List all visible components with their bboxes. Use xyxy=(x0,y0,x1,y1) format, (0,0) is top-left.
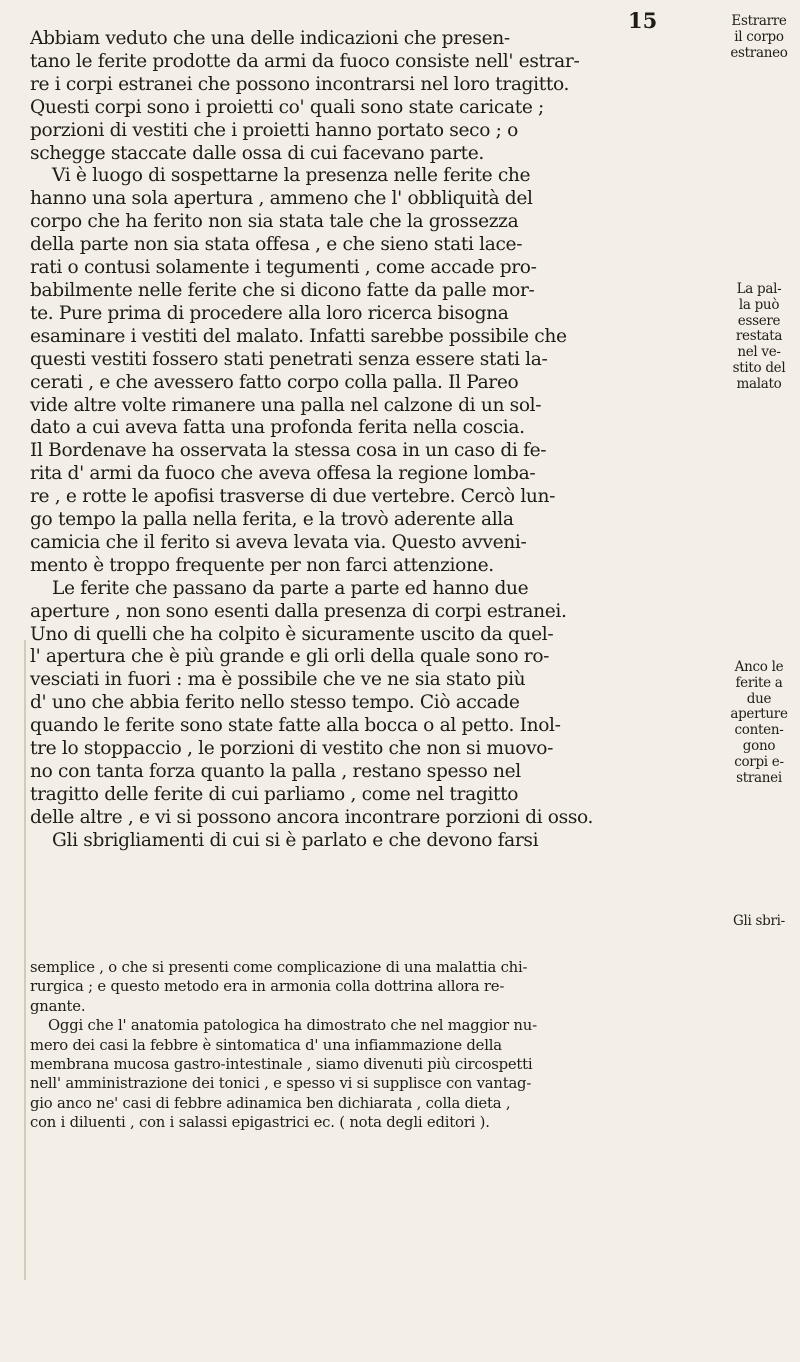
page-number: 15 xyxy=(628,8,658,33)
footnote-paragraph-2: Oggi che l' anatomia patologica ha dimostrato che nel maggior nu- mero dei casi la febbre è sintomatica d' una infiammazione della membrana mucosa gastro-intestinale , siamo divenuti più circospetti nell' amministrazione dei tonici , e spesso vi si supplisce con vantag- gio anco ne' casi di febbre adinamica ben dichiarata , colla dieta , con i diluenti , con i salassi epigastrici ec. ( nota degli editori ). xyxy=(30,1017,537,1132)
paragraph-2: Vi è luogo di sospettarne la presenza nelle ferite che hanno una sola apertura , ammeno che l' obbliquità del corpo che ha ferito non sia stata tale che la grossezza della parte non sia stata offesa , e che sieno stati lace- rati o contusi solamente i tegumenti , come accade pro- babilmente nelle ferite che si dicono fatte da palle mor- te. Pure prima di procedere alla loro ricerca bisogna esaminare i vestiti del malato. Infatti sarebbe possibile che questi vestiti fossero stati penetrati senza essere stati la- cerati , e che avessero fatto corpo colla palla. Il Pareo vide altre volte rimanere una palla nel calzone di un sol- dato a cui aveva fatta una profonda ferita nella coscia. Il Bordenave ha osservata la stessa cosa in un caso di fe- rita d' armi da fuoco che aveva offesa la regione lomba- re , e rotte le apofisi trasverse di due vertebre. Cercò lun- go tempo la palla nella ferita, e la trovò aderente alla camicia che il ferito si aveva levata via. Questo avveni- mento è troppo frequente per non farci attenzione. xyxy=(30,165,567,576)
paragraph-4: Gli sbrigliamenti di cui si è parlato e che devono farsi xyxy=(52,829,539,851)
paragraph-1: Abbiam veduto che una delle indicazioni che presen- tano le ferite prodotte da armi da fuoco consiste nell' estrar- re i corpi estranei che possono incontrarsi nel loro tragitto. Questi corpi sono i proietti co' quali sono state caricate ; porzioni di vestiti che i proietti hanno portato seco ; o schegge staccate dalle ossa di cui facevano parte. xyxy=(30,28,580,164)
margin-note-bullet-clothing: La pal- la può essere restata nel ve- stito del malato xyxy=(732,281,786,392)
footnote-paragraph-1: semplice , o che si presenti come complicazione di una malattia chi- rurgica ; e questo metodo era in armonia colla dottrina allora re- gnante. xyxy=(30,959,528,1015)
main-text xyxy=(30,28,713,853)
margin-note-incisions: Gli sbri- xyxy=(733,913,785,929)
page-edge-line xyxy=(24,640,26,1280)
footnote xyxy=(30,958,720,1133)
margin-note-two-openings: Anco le ferite a due aperture conten- gono corpi e- stranei xyxy=(730,659,788,786)
margin-note-extract: Estrarre il corpo estraneo xyxy=(730,13,788,61)
paragraph-3: Le ferite che passano da parte a parte ed hanno due aperture , non sono esenti dalla presenza di corpi estranei. Uno di quelli che ha colpito è sicuramente uscito da quel- l' apertura che è più grande e gli orli della quale sono ro- vesciati in fuori : ma è possibile che ve ne sia stato più d' uno che abbia ferito nello stesso tempo. Ciò accade quando le ferite sono state fatte alla bocca o al petto. Inol- tre lo stoppaccio , le porzioni di vestito che non si muovo- no con tanta forza quanto la palla , restano spesso nel tragitto delle ferite di cui parliamo , come nel tragitto delle altre , e vi si possono ancora incontrare porzioni di osso. xyxy=(30,577,594,828)
